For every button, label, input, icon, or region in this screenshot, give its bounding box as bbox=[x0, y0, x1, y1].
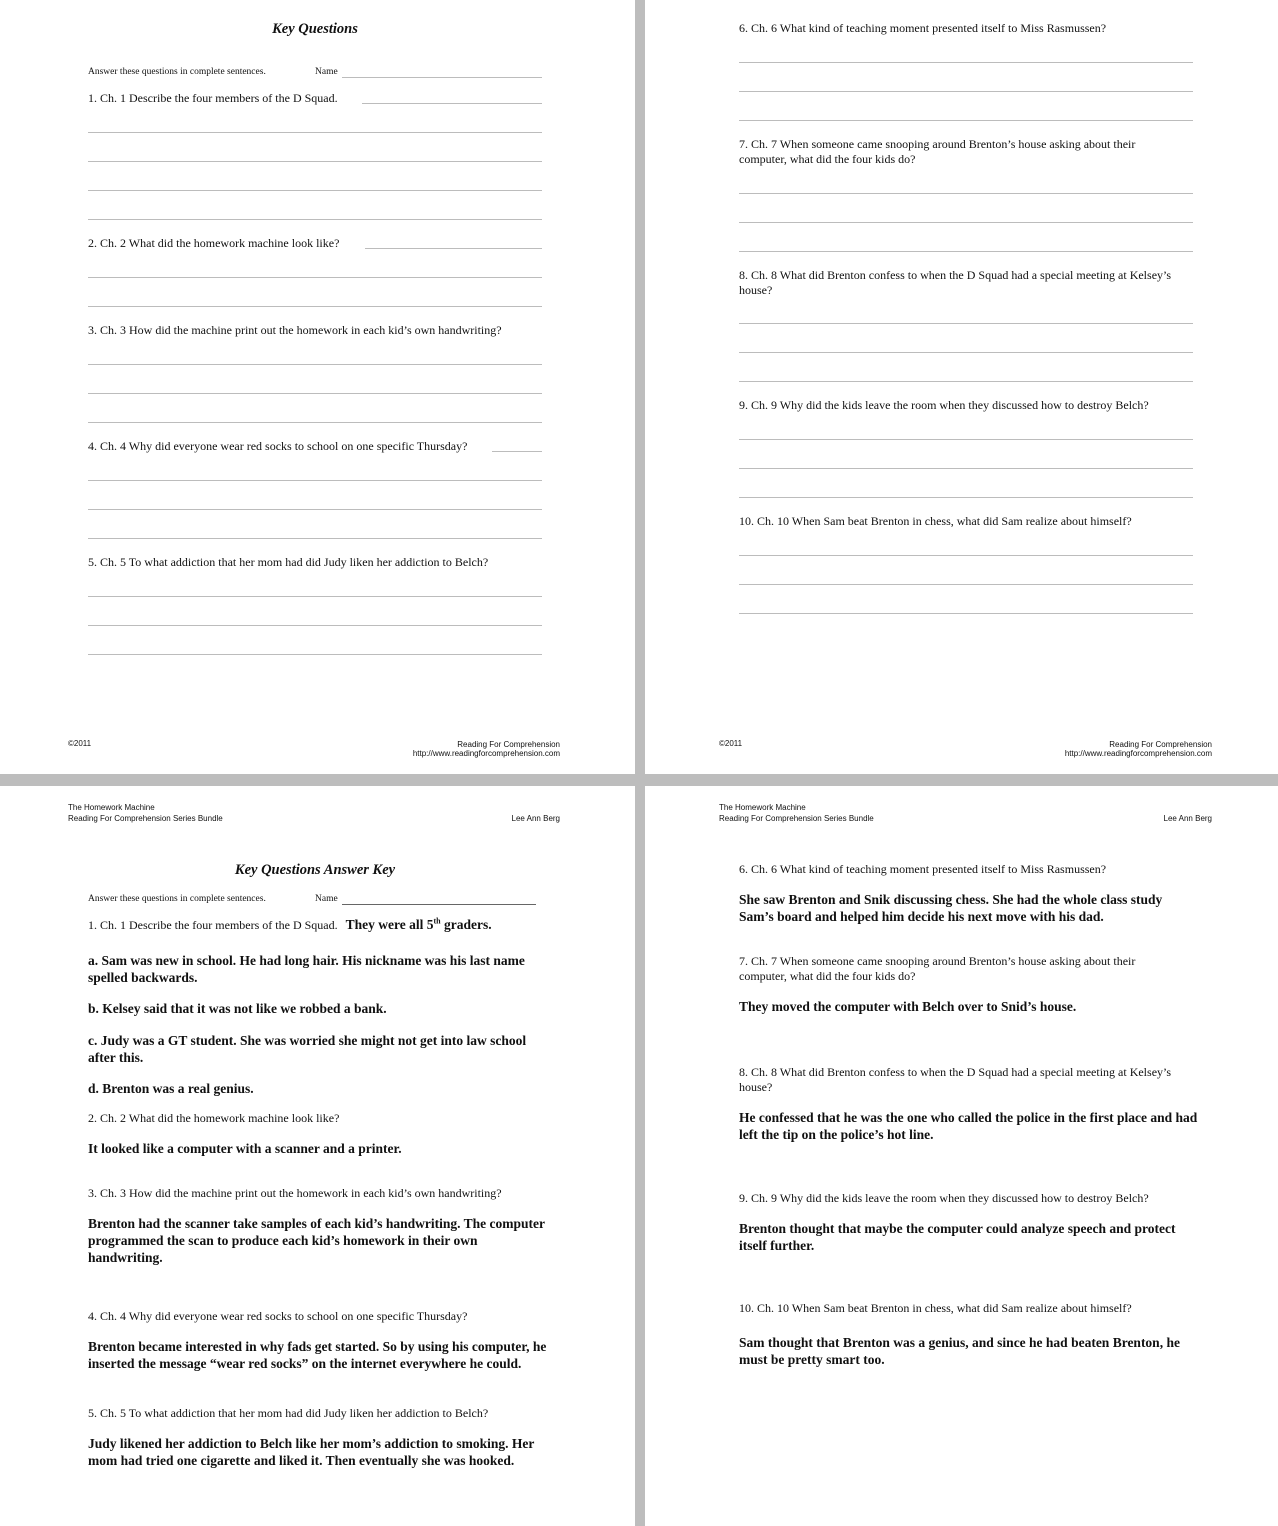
instructions: Answer these questions in complete sentences. bbox=[88, 894, 266, 904]
question-1: 1. Ch. 1 Describe the four members of the D Squad. bbox=[88, 918, 338, 932]
header-book-title: The Homework Machine bbox=[719, 803, 806, 812]
answer-line[interactable] bbox=[88, 306, 542, 307]
footer-title: Reading For Comprehension bbox=[457, 740, 560, 749]
answer-line[interactable] bbox=[88, 190, 542, 191]
answer-1d: d. Brenton was a real genius. bbox=[88, 1081, 254, 1096]
worksheet-page-questions-2 bbox=[645, 0, 1278, 774]
footer-url[interactable]: http://www.readingforcomprehension.com bbox=[1064, 749, 1212, 758]
answer-line[interactable] bbox=[739, 584, 1193, 585]
name-label: Name bbox=[315, 67, 338, 77]
answer-line[interactable] bbox=[739, 497, 1193, 498]
worksheet-page-questions-1 bbox=[0, 0, 635, 774]
question-1-row bbox=[88, 916, 492, 934]
answer-line[interactable] bbox=[88, 132, 542, 133]
answer-line[interactable] bbox=[365, 248, 542, 249]
name-answer-line[interactable] bbox=[342, 77, 542, 78]
question-6: 6. Ch. 6 What kind of teaching moment presented itself to Miss Rasmussen? bbox=[739, 21, 1107, 35]
header-author: Lee Ann Berg bbox=[511, 814, 560, 823]
instructions: Answer these questions in complete sentences. bbox=[88, 67, 266, 77]
page-title: Key Questions bbox=[272, 21, 358, 37]
answer-line[interactable] bbox=[739, 381, 1193, 382]
answer-6: She saw Brenton and Snik discussing chess. She had the whole class study Sam’s board and helped him decide his next move with his dad. bbox=[739, 892, 1163, 924]
question-6: 6. Ch. 6 What kind of teaching moment presented itself to Miss Rasmussen? bbox=[739, 862, 1107, 876]
answer-line[interactable] bbox=[88, 596, 542, 597]
answer-5: Judy likened her addiction to Belch like her mom’s addiction to smoking. Her mom had tried one cigarette and liked it. Then eventually she was hooked. bbox=[88, 1436, 535, 1468]
answer-key-page-2 bbox=[645, 786, 1278, 1526]
answer-key-page-1 bbox=[0, 786, 635, 1526]
question-7: 7. Ch. 7 When someone came snooping around Brenton’s house asking about their computer, what did the four kids do? bbox=[739, 137, 1136, 166]
answer-4: Brenton became interested in why fads get started. So by using his computer, he inserted the message “wear red socks” on the internet everywhere he could. bbox=[88, 1339, 547, 1371]
question-2: 2. Ch. 2 What did the homework machine look like? bbox=[88, 1111, 340, 1125]
answer-1a: a. Sam was new in school. He had long hair. His nickname was his last name spelled backwards. bbox=[88, 953, 525, 985]
copyright: ©2011 bbox=[68, 739, 92, 748]
question-4: 4. Ch. 4 Why did everyone wear red socks to school on one specific Thursday? bbox=[88, 1309, 468, 1323]
answer-line[interactable] bbox=[739, 222, 1193, 223]
answer-line[interactable] bbox=[739, 613, 1193, 614]
question-5: 5. Ch. 5 To what addiction that her mom had did Judy liken her addiction to Belch? bbox=[88, 555, 489, 569]
answer-1b: b. Kelsey said that it was not like we robbed a bank. bbox=[88, 1001, 387, 1016]
question-8: 8. Ch. 8 What did Brenton confess to when the D Squad had a special meeting at Kelsey’s house? bbox=[739, 1065, 1172, 1094]
answer-line[interactable] bbox=[88, 538, 542, 539]
answer-8: He confessed that he was the one who called the police in the first place and had left the tip on the police’s hot line. bbox=[739, 1110, 1198, 1142]
question-7: 7. Ch. 7 When someone came snooping around Brenton’s house asking about their computer, what did the four kids do? bbox=[739, 954, 1136, 983]
question-8: 8. Ch. 8 What did Brenton confess to when the D Squad had a special meeting at Kelsey’s house? bbox=[739, 268, 1172, 297]
footer-url[interactable]: http://www.readingforcomprehension.com bbox=[412, 749, 560, 758]
answer-line[interactable] bbox=[362, 103, 542, 104]
answer-9: Brenton thought that maybe the computer could analyze speech and protect itself further. bbox=[739, 1221, 1176, 1253]
footer-title: Reading For Comprehension bbox=[1109, 740, 1212, 749]
answer-line[interactable] bbox=[739, 555, 1193, 556]
question-4: 4. Ch. 4 Why did everyone wear red socks to school on one specific Thursday? bbox=[88, 439, 468, 453]
answer-line[interactable] bbox=[739, 439, 1193, 440]
answer-line[interactable] bbox=[88, 422, 542, 423]
question-3: 3. Ch. 3 How did the machine print out the homework in each kid’s own handwriting? bbox=[88, 1186, 502, 1200]
answer-3: Brenton had the scanner take samples of each kid’s handwriting. The computer programmed the scan to produce each kid’s homework in their own handwriting. bbox=[88, 1216, 545, 1265]
answer-line[interactable] bbox=[88, 219, 542, 220]
answer-1c: c. Judy was a GT student. She was worried she might not get into law school after this. bbox=[88, 1033, 527, 1065]
answer-line[interactable] bbox=[739, 193, 1193, 194]
answer-2: It looked like a computer with a scanner and a printer. bbox=[88, 1141, 402, 1156]
answer-line[interactable] bbox=[739, 323, 1193, 324]
answer-line[interactable] bbox=[88, 625, 542, 626]
copyright: ©2011 bbox=[719, 739, 743, 748]
question-10: 10. Ch. 10 When Sam beat Brenton in chess, what did Sam realize about himself? bbox=[739, 514, 1132, 528]
answer-line[interactable] bbox=[739, 120, 1193, 121]
header-book-title: The Homework Machine bbox=[68, 803, 155, 812]
answer-line[interactable] bbox=[88, 277, 542, 278]
question-9: 9. Ch. 9 Why did the kids leave the room when they discussed how to destroy Belch? bbox=[739, 1191, 1149, 1205]
answer-line[interactable] bbox=[88, 480, 542, 481]
question-3: 3. Ch. 3 How did the machine print out the homework in each kid’s own handwriting? bbox=[88, 323, 502, 337]
answer-line[interactable] bbox=[492, 451, 542, 452]
answer-10: Sam thought that Brenton was a genius, and since he had beaten Brenton, he must be pretty smart too. bbox=[739, 1335, 1180, 1367]
answer-line[interactable] bbox=[739, 468, 1193, 469]
question-10: 10. Ch. 10 When Sam beat Brenton in chess, what did Sam realize about himself? bbox=[739, 1301, 1132, 1315]
answer-line[interactable] bbox=[88, 654, 542, 655]
header-author: Lee Ann Berg bbox=[1163, 814, 1212, 823]
question-5: 5. Ch. 5 To what addiction that her mom had did Judy liken her addiction to Belch? bbox=[88, 1406, 489, 1420]
header-series: Reading For Comprehension Series Bundle bbox=[68, 814, 223, 823]
answer-7: They moved the computer with Belch over to Snid’s house. bbox=[739, 999, 1077, 1014]
name-answer-line[interactable] bbox=[342, 904, 536, 905]
answer-line[interactable] bbox=[739, 62, 1193, 63]
answer-line[interactable] bbox=[739, 91, 1193, 92]
answer-line[interactable] bbox=[739, 352, 1193, 353]
answer-line[interactable] bbox=[739, 251, 1193, 252]
page-title: Key Questions Answer Key bbox=[234, 862, 396, 878]
header-series: Reading For Comprehension Series Bundle bbox=[719, 814, 874, 823]
answer-line[interactable] bbox=[88, 393, 542, 394]
answer-line[interactable] bbox=[88, 509, 542, 510]
answer-1: They were all 5th graders. bbox=[345, 916, 492, 932]
name-label: Name bbox=[315, 894, 338, 904]
question-9: 9. Ch. 9 Why did the kids leave the room when they discussed how to destroy Belch? bbox=[739, 398, 1149, 412]
answer-line[interactable] bbox=[88, 364, 542, 365]
answer-line[interactable] bbox=[88, 161, 542, 162]
question-1: 1. Ch. 1 Describe the four members of the D Squad. bbox=[88, 91, 338, 105]
question-2: 2. Ch. 2 What did the homework machine look like? bbox=[88, 236, 340, 250]
